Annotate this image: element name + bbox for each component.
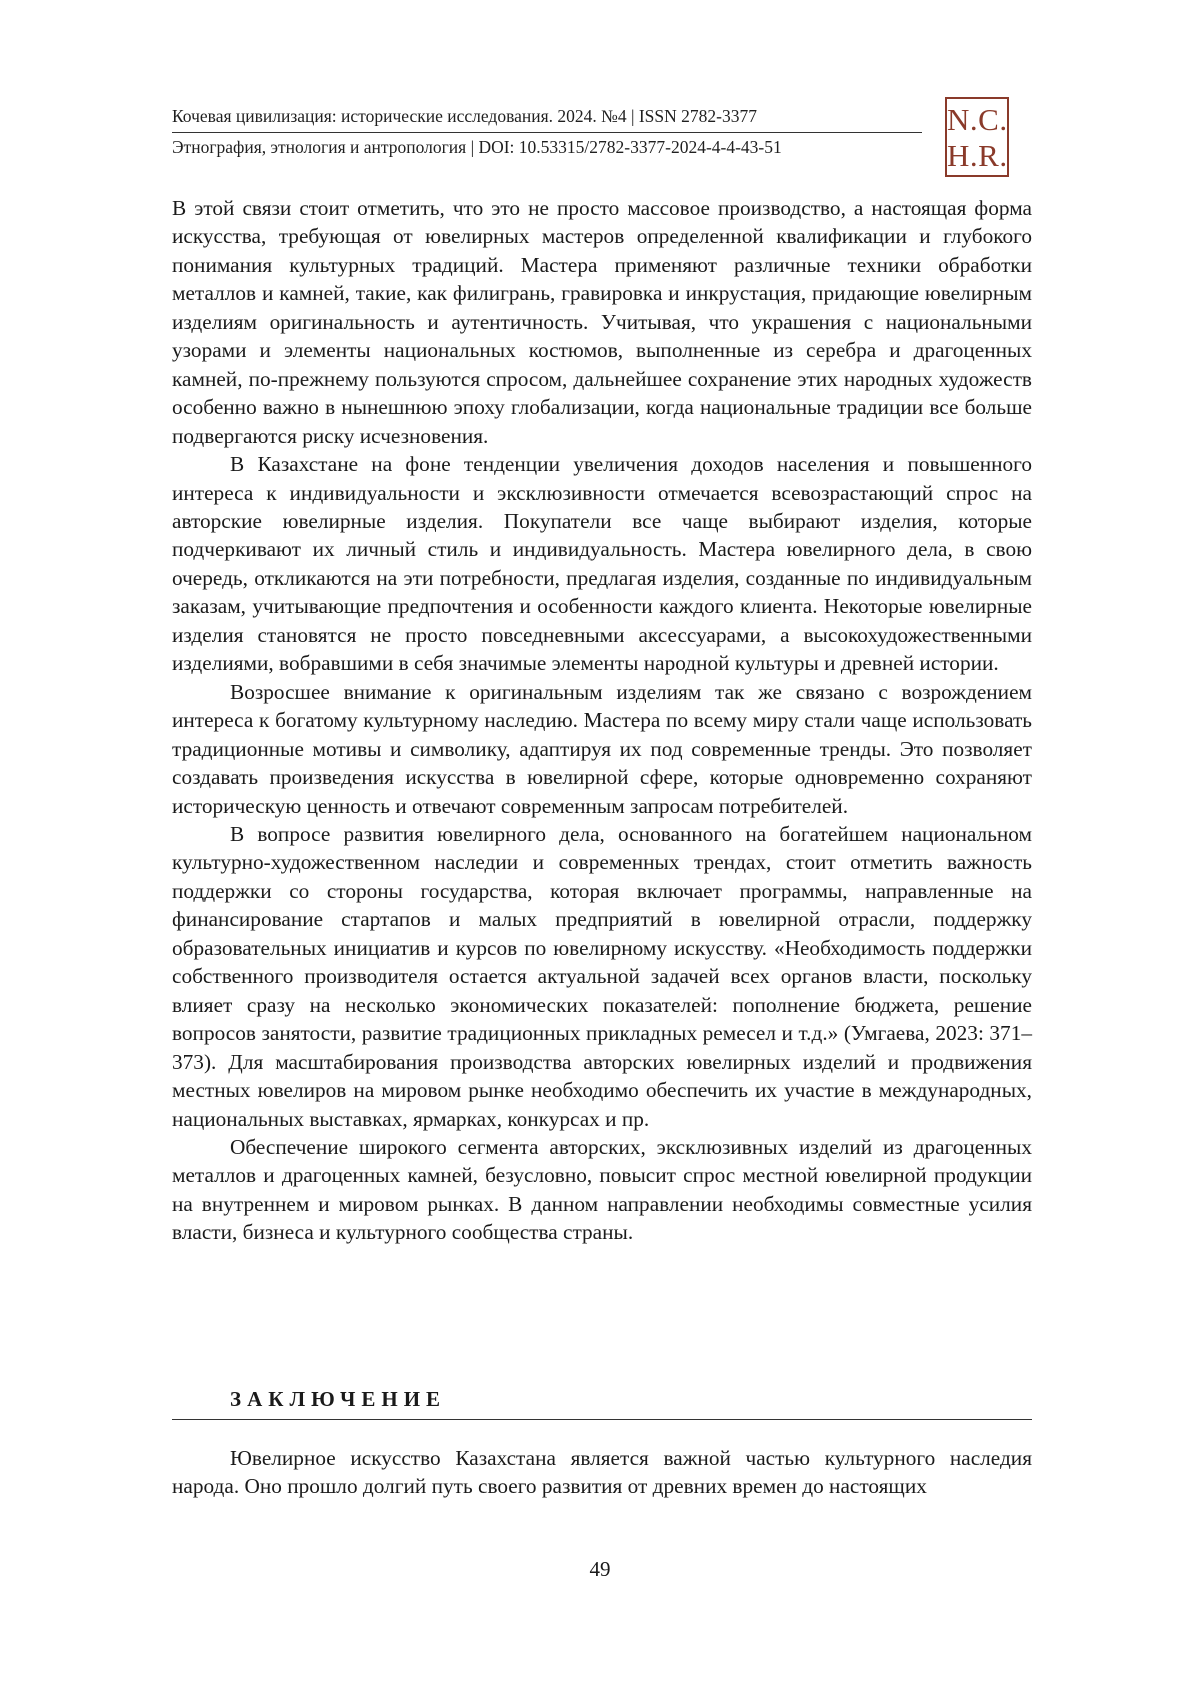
section-doi-line: Этнография, этнология и антропология | DOI: 10.53315/2782-3377-2024-4-4-43-51 <box>172 136 782 157</box>
paragraph-3: Возросшее внимание к оригинальным изделиям так же связано с возрождением интереса к богатому культурному наследию. Мастера по всему миру стали чаще использовать традиционные мотивы и символику, адаптируя их под современные тренды. Это позволяет создавать произведения искусства в ювелирной сфере, которые одновременно сохраняют историческую ценность и отвечают современным запросам потребителей. <box>172 679 1032 818</box>
section-heading-text: ЗАКЛЮЧЕНИЕ <box>230 1387 447 1411</box>
paragraph-4: В вопросе развития ювелирного дела, основанного на богатейшем национальном культурно-художественном наследии и современных трендах, стоит отметить важность поддержки со стороны государства, которая включает программы, направленные на финансирование стартапов и малых предприятий в ювелирной отрасли, поддержку образовательных инициатив и курсов по ювелирному искусству. «Необходимость поддержки собственного производителя остается актуальной задачей всех органов власти, поскольку влияет сразу на несколько экономических показателей: пополнение бюджета, решение вопросов занятости, развитие традиционных прикладных ремесел и т.д.» (Умгаева, 2023: 371–373). Для масштабирования производства авторских ювелирных изделий и продвижения местных ювелиров на мировом рынке необходимо обеспечить их участие в международных, национальных выставках, ярмарках, конкурсах и пр. <box>172 821 1032 1131</box>
section-heading-conclusion <box>172 1386 1032 1420</box>
paragraph-5: Обеспечение широкого сегмента авторских, эксклюзивных изделий из драгоценных металлов и драгоценных камней, безусловно, повысит спрос местной ювелирной продукции на внутреннем и мировом рынках. В данном направлении необходимы совместные усилия власти, бизнеса и культурного сообщества страны. <box>172 1134 1032 1245</box>
journal-logo-top: N.C. <box>947 102 1008 137</box>
running-header <box>172 108 922 156</box>
journal-logo <box>945 97 1009 177</box>
conclusion-paragraph: Ювелирное искусство Казахстана является важной частью культурного наследия народа. Оно прошло долгий путь своего развития от древних времен до настоящих <box>172 1446 1032 1499</box>
journal-title-line: Кочевая цивилизация: исторические исследования. 2024. №4 | ISSN 2782-3377 <box>172 108 922 133</box>
page-number: 49 <box>589 1557 611 1581</box>
conclusion-body <box>172 1444 1032 1501</box>
paragraph-2: В Казахстане на фоне тенденции увеличения доходов населения и повышенного интереса к индивидуальности и эксклюзивности отмечается всевозрастающий спрос на авторские ювелирные изделия. Покупатели все чаще выбирают изделия, которые подчеркивают их личный стиль и индивидуальность. Мастера ювелирного дела, в свою очередь, откликаются на эти потребности, предлагая изделия, созданные по индивидуальным заказам, учитывающие предпочтения и особенности каждого клиента. Некоторые ювелирные изделия становятся не просто повседневными аксессуарами, а высокохудожественными изделиями, вобравшими в себя значимые элементы народной культуры и древней истории. <box>172 452 1032 676</box>
journal-logo-bottom: H.R. <box>947 138 1008 173</box>
article-body <box>172 194 1032 1247</box>
paragraph-1: В этой связи стоит отметить, что это не просто массовое производство, а настоящая форма искусства, требующая от ювелирных мастеров определенной квалификации и глубокого понимания культурных традиций. Мастера применяют различные техники обработки металлов и камней, такие, как филигрань, гравировка и инкрустация, придающие ювелирным изделиям оригинальность и аутентичность. Учитывая, что украшения с национальными узорами и элементы национальных костюмов, выполненные из серебра и драгоценных камней, по-прежнему пользуются спросом, дальнейшее сохранение этих народных художеств особенно важно в нынешнюю эпоху глобализации, когда национальные традиции все больше подвергаются риску исчезновения. <box>172 196 1032 448</box>
